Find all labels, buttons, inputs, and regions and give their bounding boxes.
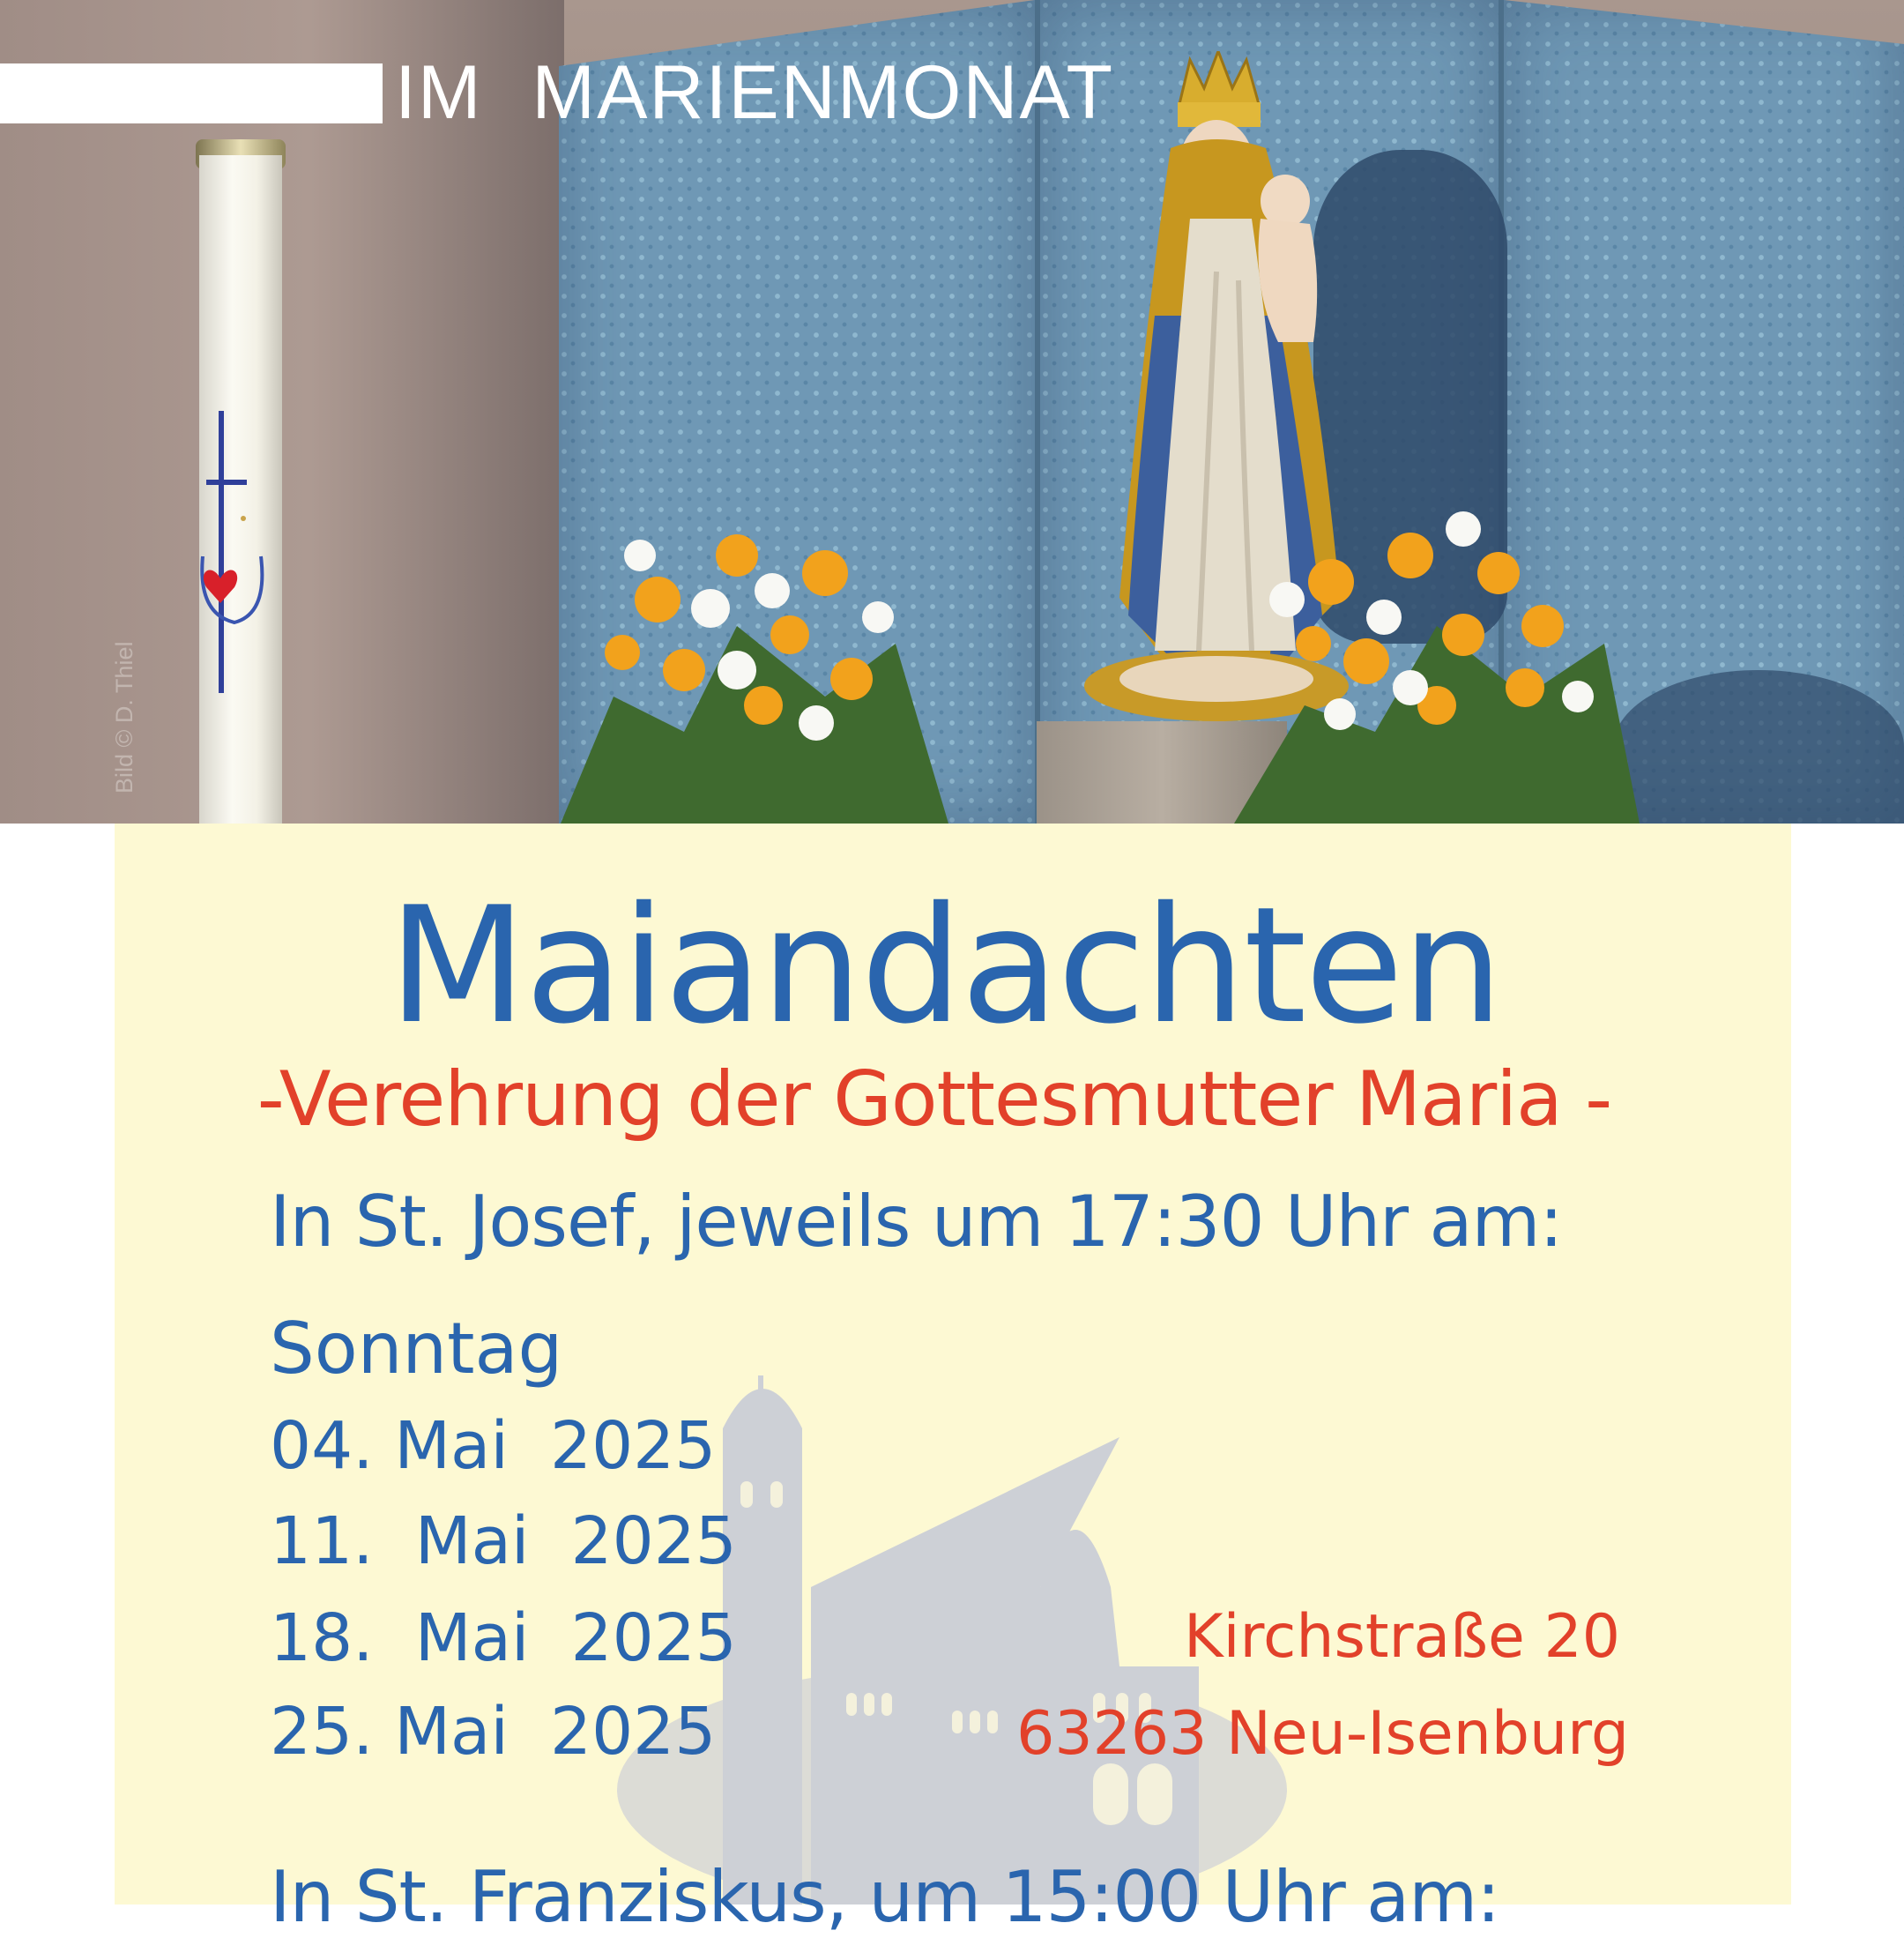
address-city: 63263 Neu-Isenburg: [1016, 1699, 1629, 1769]
second-location-intro: In St. Franziskus, um 15:00 Uhr am:: [270, 1856, 1500, 1938]
date-item: 11. Mai 2025: [270, 1503, 737, 1579]
date-item: 25. Mai 2025: [270, 1694, 717, 1770]
photo-credit: Bild © D. Thiel: [111, 641, 138, 794]
date-item: 18. Mai 2025: [270, 1600, 737, 1676]
flower-shadow: [1613, 670, 1904, 824]
flower-bouquet-right: [1234, 494, 1640, 824]
header-title: IM MARIENMONAT: [395, 50, 1115, 135]
header-photo: [0, 0, 1904, 824]
flower-bouquet-left: [561, 503, 948, 824]
title-accent-bar: [0, 63, 383, 123]
poster-title: Maiandachten: [388, 872, 1502, 1059]
weekday-label: Sonntag: [270, 1308, 563, 1390]
poster-subtitle: -Verehrung der Gottesmutter Maria -: [257, 1055, 1612, 1144]
cross-icon: [199, 155, 282, 824]
date-item: 04. Mai 2025: [270, 1408, 717, 1484]
easter-candle: [199, 155, 282, 824]
address-street: Kirchstraße 20: [1184, 1602, 1620, 1672]
location-intro: In St. Josef, jeweils um 17:30 Uhr am:: [270, 1181, 1563, 1263]
